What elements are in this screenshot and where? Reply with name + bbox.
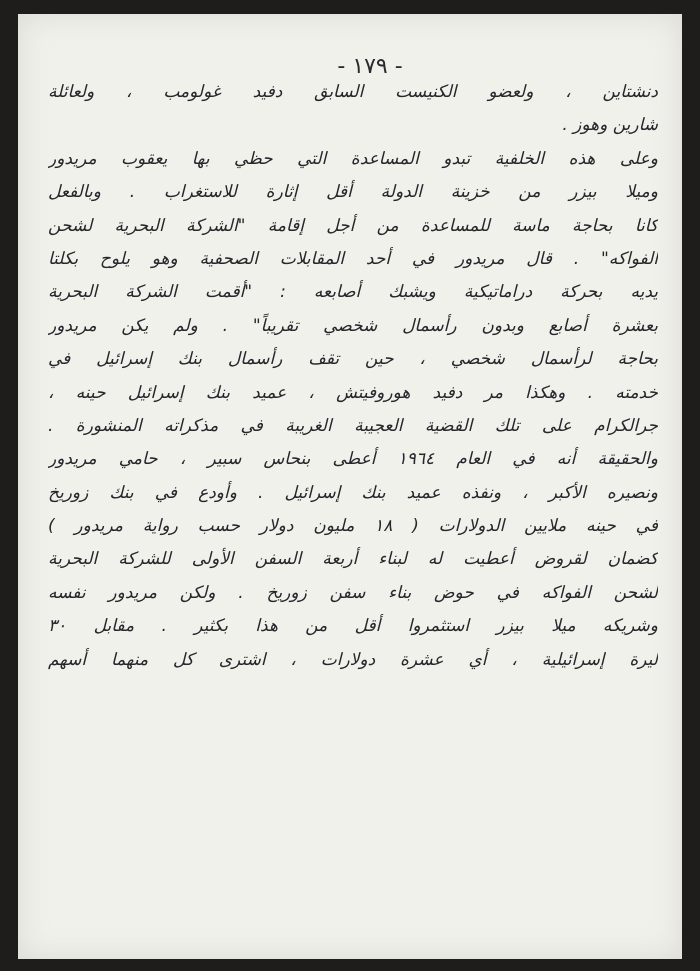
text-line: خدمته . وهكذا مر دفيد هوروفيتش ، عميد بنك إسرائيل حينه ، bbox=[48, 382, 658, 403]
handwritten-text-body bbox=[48, 76, 658, 677]
text-line: الفواكه" . قال مريدور في أحد المقابلات الصحفية وهو يلوح بكلتا bbox=[48, 248, 658, 269]
document-page bbox=[18, 14, 682, 959]
text-line: وميلا بيزر من خزينة الدولة أقل إثارة للاستغراب . وبالفعل bbox=[48, 182, 658, 203]
text-line: جرالكرام على تلك القضية العجيبة الغريبة في مذكراته المنشورة . bbox=[48, 415, 658, 436]
text-line: وشريكه ميلا بيزر استثمروا أقل من هذا بكثير . مقابل ٣٠ bbox=[48, 616, 658, 637]
text-line: بحاجة لرأسمال شخصي ، حين تقف رأسمال بنك إسرائيل في bbox=[48, 349, 658, 370]
page-number: - ١٧٩ - bbox=[337, 54, 403, 79]
text-line: بعشرة أصابع وبدون رأسمال شخصي تقريباً" . ولم يكن مريدور bbox=[48, 315, 658, 336]
text-line: وعلى هذه الخلفية تبدو المساعدة التي حظي بها يعقوب مريدور bbox=[48, 148, 658, 169]
text-line: يديه بحركة دراماتيكية ويشبك أصابعه : "أقمت الشركة البحرية bbox=[48, 282, 658, 303]
text-line: في حينه ملايين الدولارات ( ١٨ مليون دولار حسب رواية مريدور ) bbox=[48, 516, 658, 537]
text-line: ونصيره الأكبر ، ونفذه عميد بنك إسرائيل . وأودع في بنك زوريخ bbox=[48, 482, 658, 503]
text-line: كانا بحاجة ماسة للمساعدة من أجل إقامة "الشركة البحرية لشحن bbox=[48, 215, 658, 236]
text-line: ليرة إسرائيلية ، أي عشرة دولارات ، اشترى كل منهما أسهم bbox=[48, 649, 658, 670]
text-line: لشحن الفواكه في حوض بناء سفن زوريخ . ولكن مريدور نفسه bbox=[48, 582, 658, 603]
text-line: شارين وهوز . bbox=[562, 115, 658, 136]
text-line: والحقيقة أنه في العام ١٩٦٤ أعطى بنحاس سبير ، حامي مريدور bbox=[48, 449, 658, 470]
text-line: كضمان لقروض أعطيت له لبناء أربعة السفن الأولى للشركة البحرية bbox=[48, 549, 658, 570]
text-line: دنشتاين ، ولعضو الكنيست السابق دفيد غولومب ، ولعائلة bbox=[48, 82, 658, 102]
